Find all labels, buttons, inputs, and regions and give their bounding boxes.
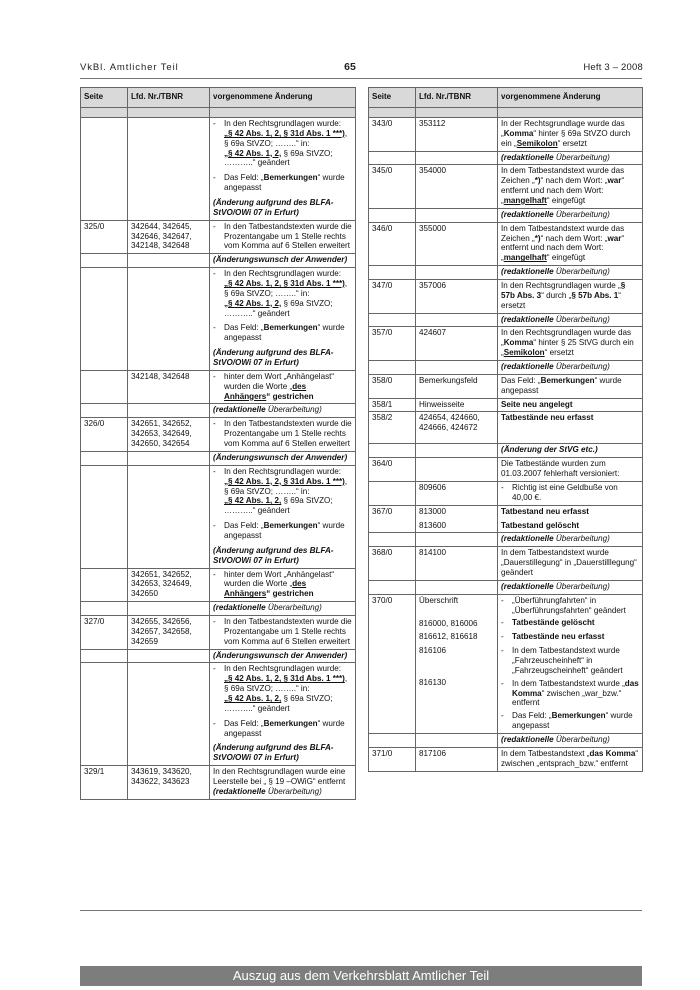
table-row: (redaktionelle Überarbeitung)	[81, 404, 356, 418]
page-number: 65	[344, 61, 356, 73]
table-row: (redaktionelle Überarbeitung)	[81, 602, 356, 616]
table-row: 327/0 342655, 342656, 342657, 342658, 342659 - In den Tatbestandstexten wurde die Prozentangabe um 1 Stelle rechts vom Komma auf 6 Stellen erweitert	[81, 615, 356, 649]
table-row: (redaktionelle Überarbeitung)	[369, 733, 643, 747]
table-row: 357/0 424607 In den Rechtsgrundlagen wurde das „Komma“ hinter § 25 StVG durch ein „Semikolon“ ersetzt	[369, 327, 643, 361]
table-row: 368/0 814100 In dem Tatbestandstext wurde „Dauerstillegung“ in „Dauerstilllegung“ geändert	[369, 547, 643, 581]
table-row: 345/0 354000 In dem Tatbestandstext wurde das Zeichen „*)“ nach dem Wort: „war“ entfernt und nach dem Wort: „mangelhaft“ eingefügt	[369, 165, 643, 208]
table-row: (Änderungswunsch der Anwender)	[81, 649, 356, 663]
col-header-change: vorgenommene Änderung	[498, 88, 643, 108]
col-header-seite: Seite	[81, 88, 128, 108]
table-row: (redaktionelle Überarbeitung)	[369, 313, 643, 327]
table-row: 358/2 424654, 424660, 424666, 424672 Tatbestände neu erfasst	[369, 412, 643, 444]
header-rule	[80, 78, 642, 79]
table-row: (Änderungswunsch der Anwender)	[81, 451, 356, 465]
issue-label: Heft 3 – 2008	[583, 62, 643, 73]
table-row: (Änderungswunsch der Anwender)	[81, 254, 356, 268]
table-row: (redaktionelle Überarbeitung)	[369, 266, 643, 280]
changes-table-left	[80, 87, 356, 800]
table-row: 325/0 342644, 342645, 342646, 342647, 342148, 342648 - In den Tatbestandstexten wurde die Prozentangabe um 1 Stelle rechts vom Komma auf 6 Stellen erweitert	[81, 220, 356, 254]
footer-rule	[80, 910, 642, 911]
table-row: (redaktionelle Überarbeitung)	[369, 208, 643, 222]
table-row: (redaktionelle Überarbeitung)	[369, 533, 643, 547]
col-header-lfd: Lfd. Nr./TBNR	[128, 88, 210, 108]
table-row: 343/0 353112 In der Rechtsgrundlage wurde das „Komma“ hinter § 69a StVZO durch ein „Semikolon“ ersetzt	[369, 118, 643, 152]
table-row: 329/1 343619, 343620, 343622, 343623 In den Rechtsgrundlagen wurde eine Leerstelle bei „ § 19 –OWiG“ entfernt (redaktionelle Überarbeitung)	[81, 766, 356, 800]
table-row: - In den Rechtsgrundlagen wurde: „§ 42 Abs. 1, 2, § 31d Abs. 1 ***), § 69a StVZO; ……..“ in: „§ 42 Abs. 1, 2, § 69a StVZO; ………..“ geändert - Das Feld: „Bemerkungen“ wurde angepasst (Änderung aufgrund des BLFA-StVO/OWi 07 in Erfurt)	[81, 465, 356, 568]
table-row: 809606 - Richtig ist eine Geldbuße von 40,00 €.	[369, 481, 643, 505]
table-row: 342651, 342652, 342653, 324649, 342650 - hinter dem Wort „Anhängelast“ wurden die Worte „des Anhängers“ gestrichen	[81, 568, 356, 602]
table-row: - In den Rechtsgrundlagen wurde: „§ 42 Abs. 1, 2, § 31d Abs. 1 ***), § 69a StVZO; ……..“ in: „§ 42 Abs. 1, 2, § 69a StVZO; ………..“ geändert - Das Feld: „Bemerkungen“ wurde angepasst (Änderung aufgrund des BLFA-StVO/OWi 07 in Erfurt)	[81, 663, 356, 766]
table-row: 326/0 342651, 342652, 342653, 342649, 342650, 342654 - In den Tatbestandstexten wurde die Prozentangabe um 1 Stelle rechts vom Komma auf 6 Stellen erweitert	[81, 418, 356, 452]
table-row: (redaktionelle Überarbeitung)	[369, 580, 643, 594]
footer-band: Auszug aus dem Verkehrsblatt Amtlicher Teil	[80, 966, 642, 986]
table-row: - In den Rechtsgrundlagen wurde: „§ 42 Abs. 1, 2, § 31d Abs. 1 ***), § 69a StVZO; ……..“ in: „§ 42 Abs. 1, 2, § 69a StVZO; ………..“ geändert - Das Feld: „Bemerkungen“ wurde angepasst (Änderung aufgrund des BLFA-StVO/OWi 07 in Erfurt)	[81, 118, 356, 221]
table-row: 371/0 817106 In dem Tatbestandstext „das Komma“ zwischen „entsprach_bzw.“ entfernt	[369, 747, 643, 771]
table-row: (redaktionelle Überarbeitung)	[369, 361, 643, 375]
table-row: 346/0 355000 In dem Tatbestandstext wurde das Zeichen „*)“ nach dem Wort: „war“ entfernt und nach dem Wort: „mangelhaft“ eingefügt	[369, 222, 643, 265]
table-row: - In den Rechtsgrundlagen wurde: „§ 42 Abs. 1, 2, § 31d Abs. 1 ***), § 69a StVZO; ……..“ in: „§ 42 Abs. 1, 2, § 69a StVZO; ………..“ geändert - Das Feld: „Bemerkungen“ wurde angepasst (Änderung aufgrund des BLFA-StVO/OWi 07 in Erfurt)	[81, 268, 356, 371]
col-header-seite: Seite	[369, 88, 416, 108]
table-row: (redaktionelle Überarbeitung)	[369, 151, 643, 165]
journal-title: VkBl. Amtlicher Teil	[80, 62, 179, 73]
table-row: (Änderung der StVG etc.)	[369, 444, 643, 458]
col-header-change: vorgenommene Änderung	[210, 88, 356, 108]
table-row: 358/1 Hinweisseite Seite neu angelegt	[369, 398, 643, 412]
table-row: 367/0 813000 813600 Tatbestand neu erfasst Tatbestand gelöscht	[369, 505, 643, 533]
table-row: 347/0 357006 In den Rechtsgrundlagen wurde „§ 57b Abs. 3“ durch „§ 57b Abs. 1“ ersetzt	[369, 280, 643, 314]
table-row: 342148, 342648 - hinter dem Wort „Anhängelast“ wurden die Worte „des Anhängers“ gestrichen	[81, 370, 356, 404]
table-row: 364/0 Die Tatbestände wurden zum 01.03.2007 fehlerhaft versioniert:	[369, 458, 643, 482]
table-row: 370/0 Überschrift 816000, 816006 816612, 816618 816106 816130 - „Überführungfahrten“ in „Überführungsfahrten“ geändert - Tatbestände gelöscht - Tatbestände neu erfasst - In dem Tatbestandstext wurde „Fahrzeuscheinheft“ in „Fahrzeugscheinheft“ geändert - In dem Tatbestandstext wurde „das Komma“ zwischen „war_bzw.“ entfernt - Das Feld: „Bemerkungen“ wurde angepasst	[369, 594, 643, 733]
col-header-lfd: Lfd. Nr./TBNR	[416, 88, 498, 108]
table-row: 358/0 Bemerkungsfeld Das Feld: „Bemerkungen“ wurde angepasst	[369, 374, 643, 398]
changes-table-right	[368, 87, 643, 772]
